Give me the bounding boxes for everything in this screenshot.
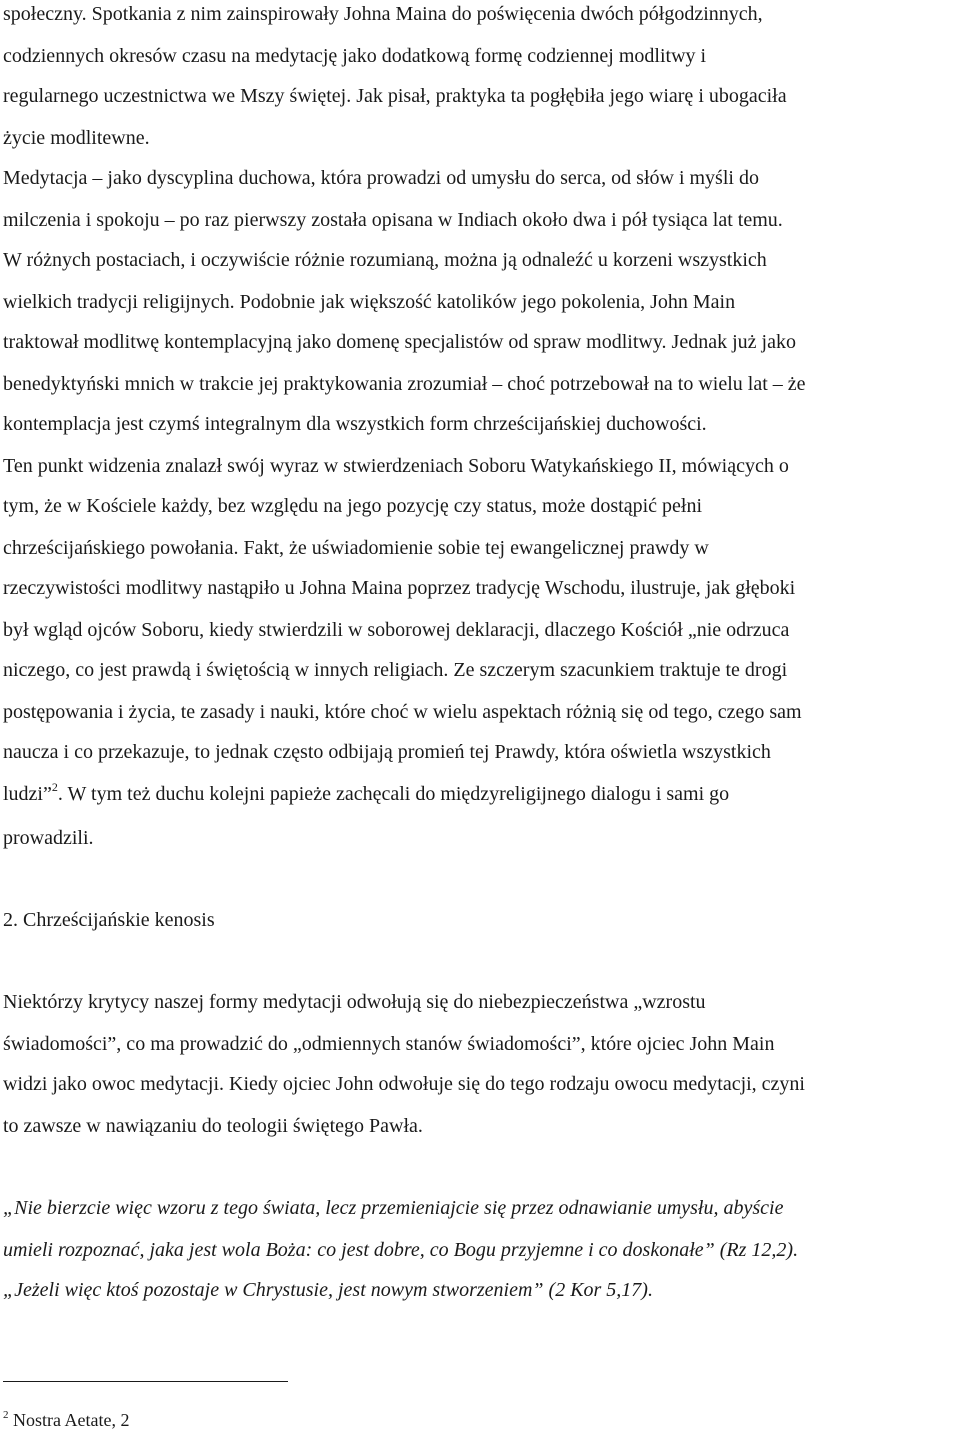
body-line: chrześcijańskiego powołania. Fakt, że uświadomienie sobie tej ewangelicznej prawdy w <box>3 537 709 559</box>
footnote-text: Nostra Aetate, 2 <box>8 1410 130 1430</box>
section-heading: 2. Chrześcijańskie kenosis <box>3 909 215 931</box>
ludzi-text: ludzi” <box>3 783 52 805</box>
body-line: prowadzili. <box>3 827 94 849</box>
quote-line: „Nie bierzcie więc wzoru z tego świata, lecz przemieniajcie się przez odnawianie umysłu, abyście <box>3 1197 784 1219</box>
footnote-reference[interactable]: 2 <box>51 780 58 794</box>
body-line: naucza i co przekazuje, to jednak często odbijają promień tej Prawdy, która oświetla wszystkich <box>3 741 771 763</box>
body-line: codziennych okresów czasu na medytację jako dodatkową formę codziennej modlitwy i <box>3 45 707 67</box>
body-line: Ten punkt widzenia znalazł swój wyraz w stwierdzeniach Soboru Watykańskiego II, mówiących o <box>3 455 789 477</box>
body-line: był wgląd ojców Soboru, kiedy stwierdzili w soborowej deklaracji, dlaczego Kościół „nie odrzuca <box>3 619 790 641</box>
body-line: regularnego uczestnictwa we Mszy świętej. Jak pisał, praktyka ta pogłębiła jego wiarę i ubogaciła <box>3 85 787 107</box>
section-line: widzi jako owoc medytacji. Kiedy ojciec John odwołuje się do tego rodzaju owocu medytacji, czyni <box>3 1073 805 1095</box>
quote-line: „Jeżeli więc ktoś pozostaje w Chrystusie, jest nowym stworzeniem” (2 Kor 5,17). <box>3 1279 653 1301</box>
ludzi-continuation: . W tym też duchu kolejni papieże zachęcali do międzyreligijnego dialogu i sami go <box>57 783 730 805</box>
footnote <box>3 1411 129 1429</box>
body-line: niczego, co jest prawdą i świętością w innych religiach. Ze szczerym szacunkiem traktuje te drogi <box>3 659 788 681</box>
body-line: społeczny. Spotkania z nim zainspirowały Johna Maina do poświęcenia dwóch półgodzinnych, <box>3 3 763 25</box>
body-line: życie modlitewne. <box>3 127 150 149</box>
footnote-number: 2 <box>3 1409 9 1421</box>
body-line: Medytacja – jako dyscyplina duchowa, która prowadzi od umysłu do serca, od słów i myśli do <box>3 167 759 189</box>
quote-line: umieli rozpoznać, jaka jest wola Boża: co jest dobre, co Bogu przyjemne i co doskonałe” (Rz 12,2). <box>3 1239 799 1261</box>
footnote-separator <box>3 1381 288 1382</box>
body-line: postępowania i życia, te zasady i nauki, które choć w wielu aspektach różnią się od tego, czego sam <box>3 701 802 723</box>
body-line: tym, że w Kościele każdy, bez względu na jego pozycję czy status, może dostąpić pełni <box>3 495 703 517</box>
body-line: benedyktyński mnich w trakcie jej praktykowania zrozumiał – choć potrzebował na to wielu lat – że <box>3 373 806 395</box>
body-line-with-footnote <box>3 780 730 805</box>
section-line: Niektórzy krytycy naszej formy medytacji odwołują się do niebezpieczeństwa „wzrostu <box>3 991 706 1013</box>
body-line: traktował modlitwę kontemplacyjną jako domenę specjalistów od spraw modlitwy. Jednak już jako <box>3 331 796 353</box>
section-line: świadomości”, co ma prowadzić do „odmiennych stanów świadomości”, które ojciec John Main <box>3 1033 775 1055</box>
section-line: to zawsze w nawiązaniu do teologii świętego Pawła. <box>3 1115 423 1137</box>
body-line: rzeczywistości modlitwy nastąpiło u Johna Maina poprzez tradycję Wschodu, ilustruje, jak głęboki <box>3 577 796 599</box>
body-line: wielkich tradycji religijnych. Podobnie jak większość katolików jego pokolenia, John Main <box>3 291 736 313</box>
body-line: kontemplacja jest czymś integralnym dla wszystkich form chrześcijańskiej duchowości. <box>3 413 707 435</box>
body-line: W różnych postaciach, i oczywiście różnie rozumianą, można ją odnaleźć u korzeni wszystkich <box>3 249 767 271</box>
body-line: milczenia i spokoju – po raz pierwszy została opisana w Indiach około dwa i pół tysiąca lat temu. <box>3 209 783 231</box>
